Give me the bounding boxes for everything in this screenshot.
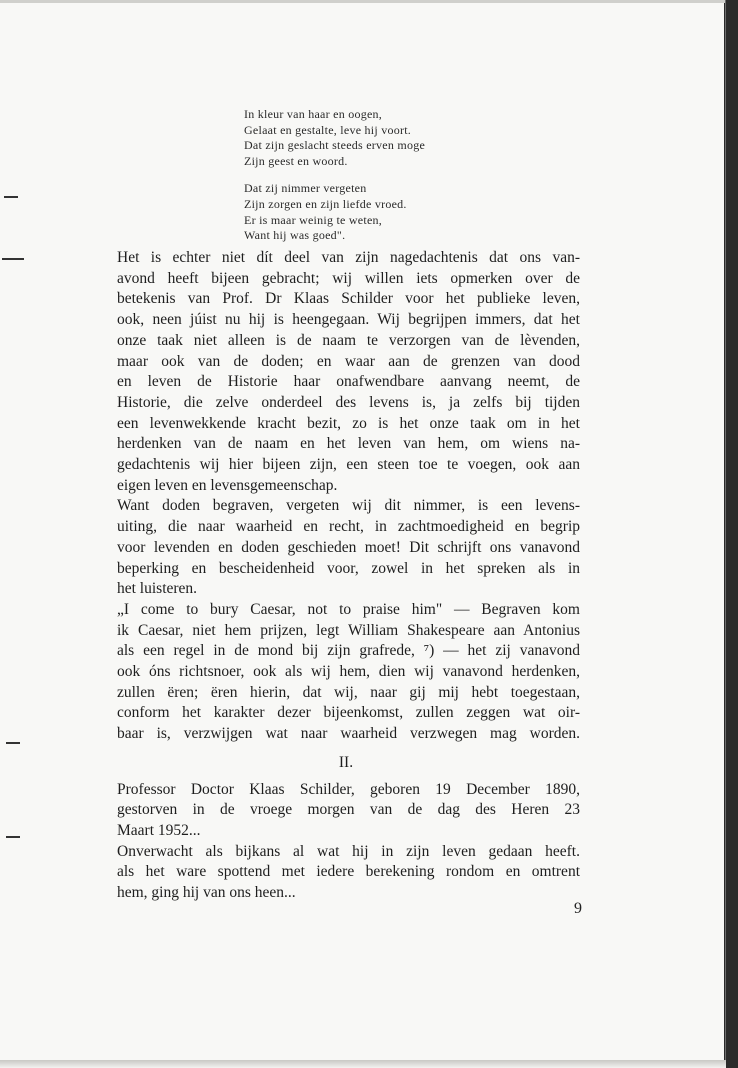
poem-line: Er is maar weinig te weten, — [244, 212, 383, 227]
text-line: ook óns richtsnoer, ook als wij hem, dien wij vanavond herdenken, — [117, 663, 580, 681]
text-line: eigen leven en levensgemeenschap. — [117, 476, 338, 494]
poem-line: In kleur van haar en oogen, — [244, 107, 383, 121]
poem-line: Zijn zorgen en zijn liefde vroed. — [244, 196, 407, 211]
text-line: ook, neen júist nu hij is heengegaan. Wij begrijpen immers, dat het — [117, 311, 580, 329]
text-line: beperking en bescheidenheid voor, zowel in het spreken als in — [117, 559, 580, 577]
page-top-edge — [0, 0, 726, 3]
book-spine — [726, 0, 738, 1068]
text-line: een levenwekkende kracht bezit, zo is het onze taak om in het — [117, 414, 580, 432]
text-line: Het is echter niet dít deel van zijn nagedachtenis dat ons van- — [117, 249, 580, 266]
margin-mark — [6, 742, 20, 744]
text-line: avond heeft bijeen gebracht; wij willen iets opmerken over de — [117, 269, 580, 287]
margin-mark — [4, 196, 18, 198]
poem-line: Gelaat en gestalte, leve hij voort. — [244, 122, 412, 137]
paragraph — [112, 248, 580, 496]
poem-stanza — [244, 181, 544, 243]
text-line: als het ware spottend met iedere berekening rondom en omtrent — [117, 863, 580, 881]
poem-line: Dat zij nimmer vergeten — [244, 181, 367, 196]
text-line: gedachtenis wij hier bijeen zijn, een steen toe te voegen, ook aan — [117, 456, 580, 474]
text-line: gestorven in de vroege morgen van de dag des Heren 23 — [117, 801, 580, 819]
text-line: maar ook van de doden; en waar aan de grenzen van dood — [117, 352, 580, 370]
poem-line: Dat zijn geslacht steeds erven moge — [244, 138, 426, 153]
paragraph — [112, 600, 580, 745]
text-line: uiting, die naar waarheid en recht, in zachtmoedigheid en begrip — [117, 518, 580, 536]
text-line: zullen ëren; ëren hierin, dat wij, naar gij mij hebt toegestaan, — [117, 683, 580, 701]
text-line: Professor Doctor Klaas Schilder, geboren 19 December 1890, — [117, 780, 580, 798]
text-line: baar is, verzwijgen wat naar waarheid verzwegen mag worden. — [117, 725, 580, 743]
page-bottom-shadow — [0, 1060, 726, 1068]
paragraph — [112, 496, 580, 600]
text-line: onze taak niet alleen is de naam te verzorgen van de lèvenden, — [117, 331, 580, 349]
poem-block — [244, 107, 544, 256]
text-line: betekenis van Prof. Dr Klaas Schilder voor het publieke leven, — [117, 290, 580, 308]
text-line: ik Caesar, niet hem prijzen, legt William Shakespeare aan Antonius — [117, 621, 580, 639]
text-line: als een regel in de mond bij zijn grafrede, ⁷) — het zij vanavond — [117, 642, 580, 660]
margin-mark — [2, 258, 24, 260]
poem-line: Zijn geest en woord. — [244, 153, 348, 168]
text-line: hem, ging hij van ons heen... — [117, 884, 296, 902]
text-line: het luisteren. — [117, 580, 198, 598]
text-line: voor levenden en doden geschieden moet! Dit schrijft ons vanavond — [117, 538, 580, 556]
text-line: herdenken van de naam en het leven van hem, om wiens na- — [117, 435, 580, 453]
text-line: Historie, die zelve onderdeel des levens is, ja zelfs bij tijden — [117, 393, 580, 411]
text-line: Maart 1952... — [117, 821, 201, 839]
text-line: Want doden begraven, vergeten wij dit nimmer, is een levens- — [117, 497, 580, 515]
body-text — [112, 248, 580, 904]
text-line: en leven de Historie haar onafwendbare aanvang neemt, de — [117, 373, 580, 391]
margin-mark — [6, 836, 20, 838]
text-line: „I come to bury Caesar, not to praise him" — Begraven kom — [117, 600, 580, 618]
section-heading: II. — [338, 753, 354, 771]
text-line: Onverwacht als bijkans al wat hij in zijn leven gedaan heeft. — [117, 842, 580, 860]
text-line: conform het karakter dezer bijeenkomst, zullen zeggen wat oir- — [117, 704, 580, 722]
paragraph — [112, 780, 580, 842]
paragraph — [112, 842, 580, 904]
poem-stanza — [244, 107, 544, 169]
poem-line: Want hij was goed". — [244, 228, 346, 243]
page-number: 9 — [574, 900, 582, 917]
